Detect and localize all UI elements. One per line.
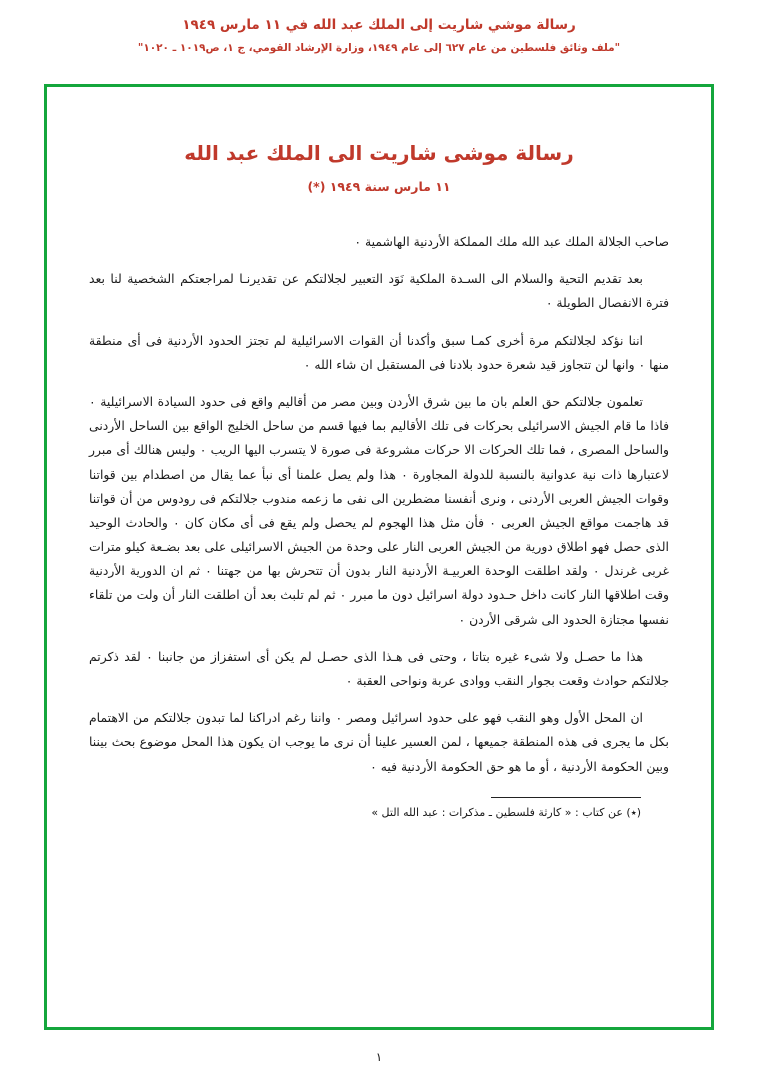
paragraph: ان المحل الأول وهو النقب فهو على حدود اسرائيل ومصر ٠ واننا رغم ادراكنا لما تبدون جلالتكم من الاهتمام بكل ما يجرى فى هذه المنطقة جميعها ، لمن العسير علينا أن نرى ما يوجب ان يكون هذا المحل موضوع بحث بيننا وبين الحكومة الأردنية ، أو ما هو حق الحكومة الأردنية فيه ٠ [89,710,669,774]
document-title: رسالة موشى شاريت الى الملك عبد الله [184,141,574,165]
frame-content [47,87,711,1027]
header-source-line: "ملف وثائق فلسطين من عام ٦٢٧ إلى عام ١٩٤٩، وزارة الإرشاد القومي، ج ١، ص١٠١٩ ـ ١٠٢٠" [137,41,621,54]
paragraph: اننا نؤكد لجلالتكم مرة أخرى كمـا سبق وأكدنا أن القوات الاسرائيلية لم تجتز الحدود الأردنية فى أى منطقة منها ٠ وانها لن تتجاوز قيد شعرة حدود بلادنا فى المستقبل ان شاء الله ٠ [89,332,669,372]
footnote-text: (٭) عن كتاب : « كارثة فلسطين ـ مذكرات : عبد الله التل » [371,805,641,819]
document-date: ١١ مارس سنة ١٩٤٩ (*) [307,179,451,194]
paragraph: صاحب الجلالة الملك عبد الله ملك المملكة الأردنية الهاشمية ٠ [354,234,669,249]
green-border-frame [44,84,714,1030]
paragraph: بعد تقديم التحية والسلام الى السـدة الملكية نَوَد التعبير لجلالتكم عن تقديرنـا لمراجعتكم الشخصية لنا بعد فترة الانفصال الطويلة ٠ [89,271,669,311]
paragraph: تعلمون جلالتكم حق العلم بان ما بين شرق الأردن وبين مصر من أقاليم واقع فى حدود السيادة الاسرائيلية ٠ فاذا ما قام الجيش الاسرائيلى بحركات فى تلك الأقاليم بما فيها قسم من ساحل الخليج الواقع بين الساحل الأردنى والساحل المصرى ، فما تلك الحركات الا حركات مشروعة فى صورة لا يتسرب اليها الريب ٠ وليس هنالك أى مبرر لاعتبارها ذات نية عدوانية بالنسبة للدولة المجاورة ٠ هذا ولم يصل علمنا أى نبأ عما يقال من اصطدام بين قواتنا وقوات الجيش العربى الأردنى ، ونرى أنفسنا مضطرين الى نفى ما زعمه مندوب جلالتكم فى رودوس من أن قواتنا قد هاجمت مواقع الجيش العربى ٠ فأن مثل هذا الهجوم لم يحصل ولم يقع فى أى مكان كان ٠ والحادث الوحيد الذى حصل فهو اطلاق دورية من الجيش العربى النار على وحدة من الجيش الاسرائيلى على بعد بضـعة كيلو مترات غربى غرندل ٠ ولقد اطلقت الوحدة العربيـة الأردنية النار بدون أن تتحرش بها من جهتنا ٠ ثم ان الدورية الأردنية وقت اطلاقها النار كانت داخل حـدود دولة اسرائيل دون ما مبرر ٠ ثم لم تلبث بعد أن اطلقت النار أن ولت من تلقاء نفسها مجتازة الحدود الى شرقى الأردن ٠ [89,393,670,627]
header-title: رسالة موشي شاريت إلى الملك عبد الله في ١١ مارس ١٩٤٩ [182,17,576,33]
footnote-rule [491,797,641,798]
page-number: ١ [375,1050,383,1064]
paragraph: هذا ما حصـل ولا شىء غيره بتاتا ، وحتى فى هـذا الذى حصـل لم يكن أى استفزاز من جانبنا ٠ لقد ذكرتم جلالتكم حوادث وقعت بجوار النقب ووادى عربة ونواحى العقبة ٠ [89,648,669,688]
document-body [89,230,669,779]
page-header [18,16,740,56]
